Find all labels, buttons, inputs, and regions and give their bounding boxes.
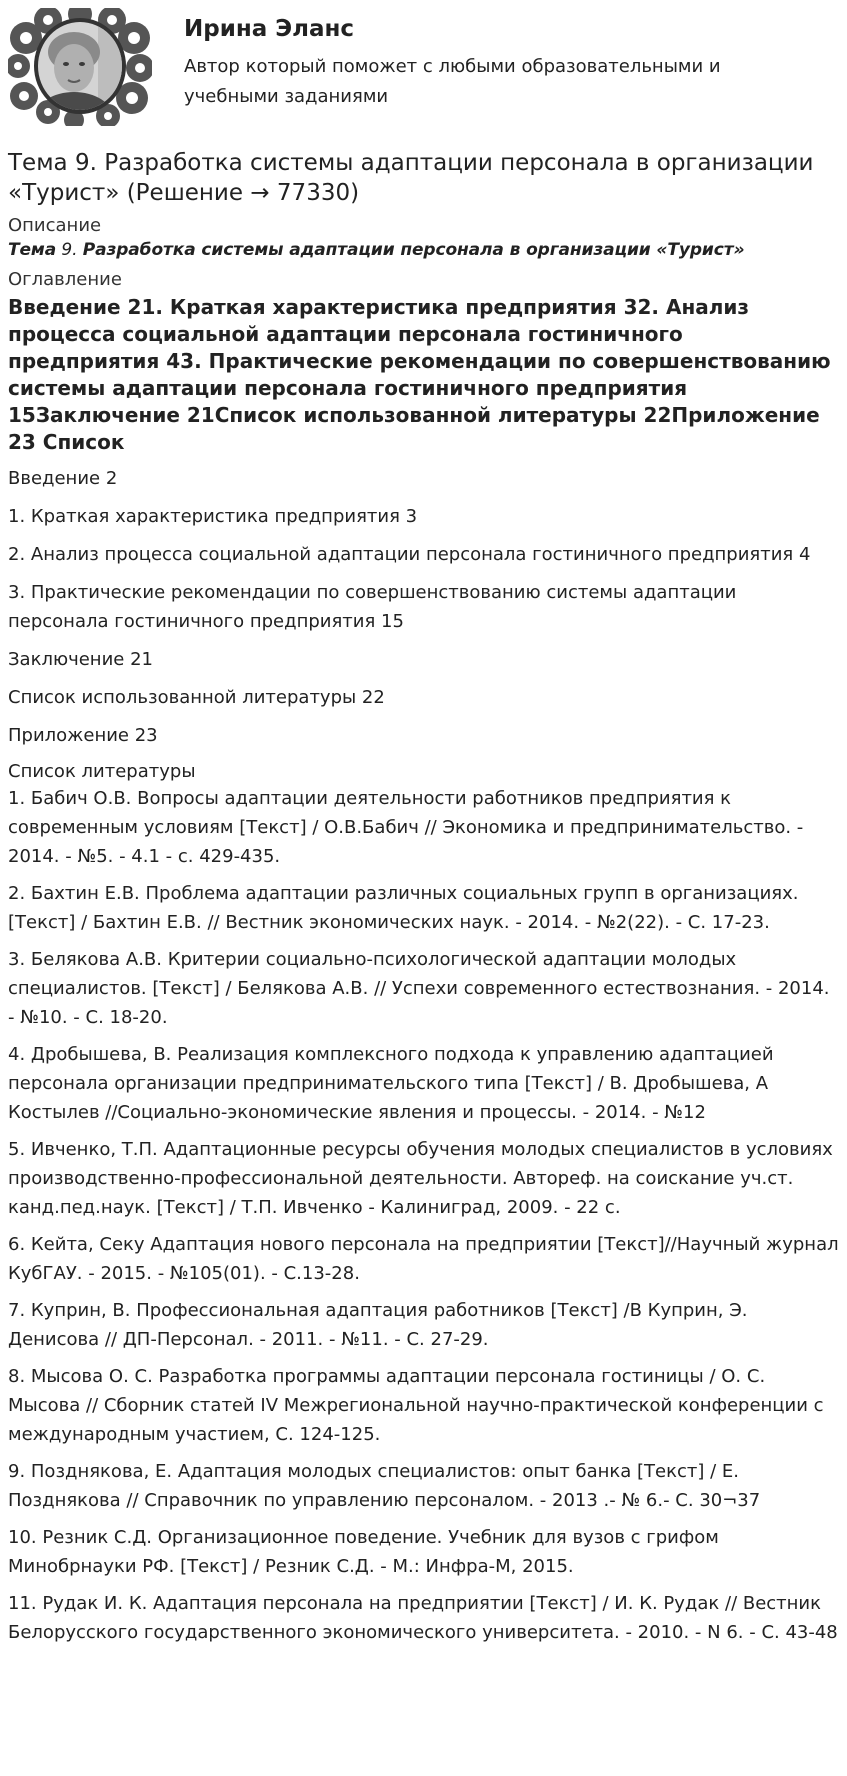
literature-item: 7. Куприн, В. Профессиональная адаптация работников [Текст] /В Куприн, Э. Денисова // ДП-Персонал. - 2011. - №11. - С. 27-29. bbox=[8, 1300, 748, 1350]
literature-item: 1. Бабич О.В. Вопросы адаптации деятельности работников предприятия к современным условиям [Текст] / О.В.Бабич // Экономика и предпринимательство. - 2014. - №5. - 4.1 - с. 429-435. bbox=[8, 788, 804, 867]
literature-item: 11. Рудак И. К. Адаптация персонала на предприятии [Текст] / И. К. Рудак // Вестник Белорусского государственного экономического университета. - 2010. - N 6. - С. 43-48 bbox=[8, 1593, 838, 1643]
literature-item: 6. Кейта, Секу Адаптация нового персонала на предприятии [Текст]//Научный журнал КубГАУ. - 2015. - №105(01). - С.13-28. bbox=[8, 1234, 839, 1284]
toc-list bbox=[8, 464, 840, 750]
description-topic-title: Разработка системы адаптации персонала в организации «Турист» bbox=[82, 240, 745, 260]
author-description: Автор который поможет с любыми образовательными и учебными заданиями bbox=[184, 56, 721, 107]
literature-item: 2. Бахтин Е.В. Проблема адаптации различных социальных групп в организациях. [Текст] / Бахтин Е.В. // Вестник экономических наук. - 2014. - №2(22). - С. 17-23. bbox=[8, 883, 799, 933]
literature-item: 10. Резник С.Д. Организационное поведение. Учебник для вузов с грифом Минобрнауки РФ. [Текст] / Резник С.Д. - М.: Инфра-М, 2015. bbox=[8, 1527, 719, 1577]
literature-item: 8. Мысова О. С. Разработка программы адаптации персонала гостиницы / О. С. Мысова // Сборник статей IV Межрегиональной научно-практической конференции с международным участием, С. 124-125. bbox=[8, 1366, 824, 1445]
document-title: Тема 9. Разработка системы адаптации персонала в организации «Турист» (Решение → 77330) bbox=[8, 150, 814, 206]
description-label: Описание bbox=[8, 215, 102, 236]
toc-item: 2. Анализ процесса социальной адаптации персонала гостиничного предприятия 4 bbox=[8, 544, 811, 565]
literature-list bbox=[8, 784, 840, 1647]
author-name[interactable]: Ирина Эланс bbox=[184, 16, 355, 42]
description-text bbox=[8, 238, 840, 262]
toc-label: Оглавление bbox=[8, 269, 122, 290]
literature-item: 9. Позднякова, Е. Адаптация молодых специалистов: опыт банка [Текст] / Е. Позднякова // Справочник по управлению персоналом. - 2013 .- № 6.- С. 30¬37 bbox=[8, 1461, 761, 1511]
author-header bbox=[8, 8, 838, 126]
toc-item: Заключение 21 bbox=[8, 649, 153, 670]
author-avatar[interactable] bbox=[8, 8, 152, 126]
toc-item: Список использованной литературы 22 bbox=[8, 687, 385, 708]
literature-item: 3. Белякова А.В. Критерии социально-психологической адаптации молодых специалистов. [Текст] / Белякова А.В. // Успехи современного естествознания. - 2014. - №10. - С. 18-20. bbox=[8, 949, 830, 1028]
literature-item: 5. Ивченко, Т.П. Адаптационные ресурсы обучения молодых специалистов в условиях производственно-профессиональной деятельности. Автореф. на соискание уч.ст. канд.пед.наук. [Текст] / Т.П. Ивченко - Калиниград, 2009. - 22 с. bbox=[8, 1139, 833, 1218]
document-content bbox=[8, 148, 840, 1647]
toc-item: Приложение 23 bbox=[8, 725, 158, 746]
description-topic-word: Тема bbox=[8, 240, 57, 260]
literature-item: 4. Дробышева, В. Реализация комплексного подхода к управлению адаптацией персонала организации предпринимательского типа [Текст] / В. Дробышева, А Костылев //Социально-экономические явления и процессы. - 2014. - №12 bbox=[8, 1044, 774, 1123]
toc-item: Введение 2 bbox=[8, 468, 118, 489]
literature-label: Список литературы bbox=[8, 761, 196, 782]
toc-summary: Введение 21. Краткая характеристика предприятия 32. Анализ процесса социальной адаптации персонала гостиничного предприятия 43. Практические рекомендации по совершенствованию системы адаптации персонала гостиничного предприятия 15Заключение 21Список использованной литературы 22Приложение 23 Список bbox=[8, 295, 831, 454]
toc-item: 1. Краткая характеристика предприятия 3 bbox=[8, 506, 418, 527]
description-topic-number: 9. bbox=[56, 240, 83, 260]
toc-item: 3. Практические рекомендации по совершенствованию системы адаптации персонала гостиничного предприятия 15 bbox=[8, 582, 737, 632]
